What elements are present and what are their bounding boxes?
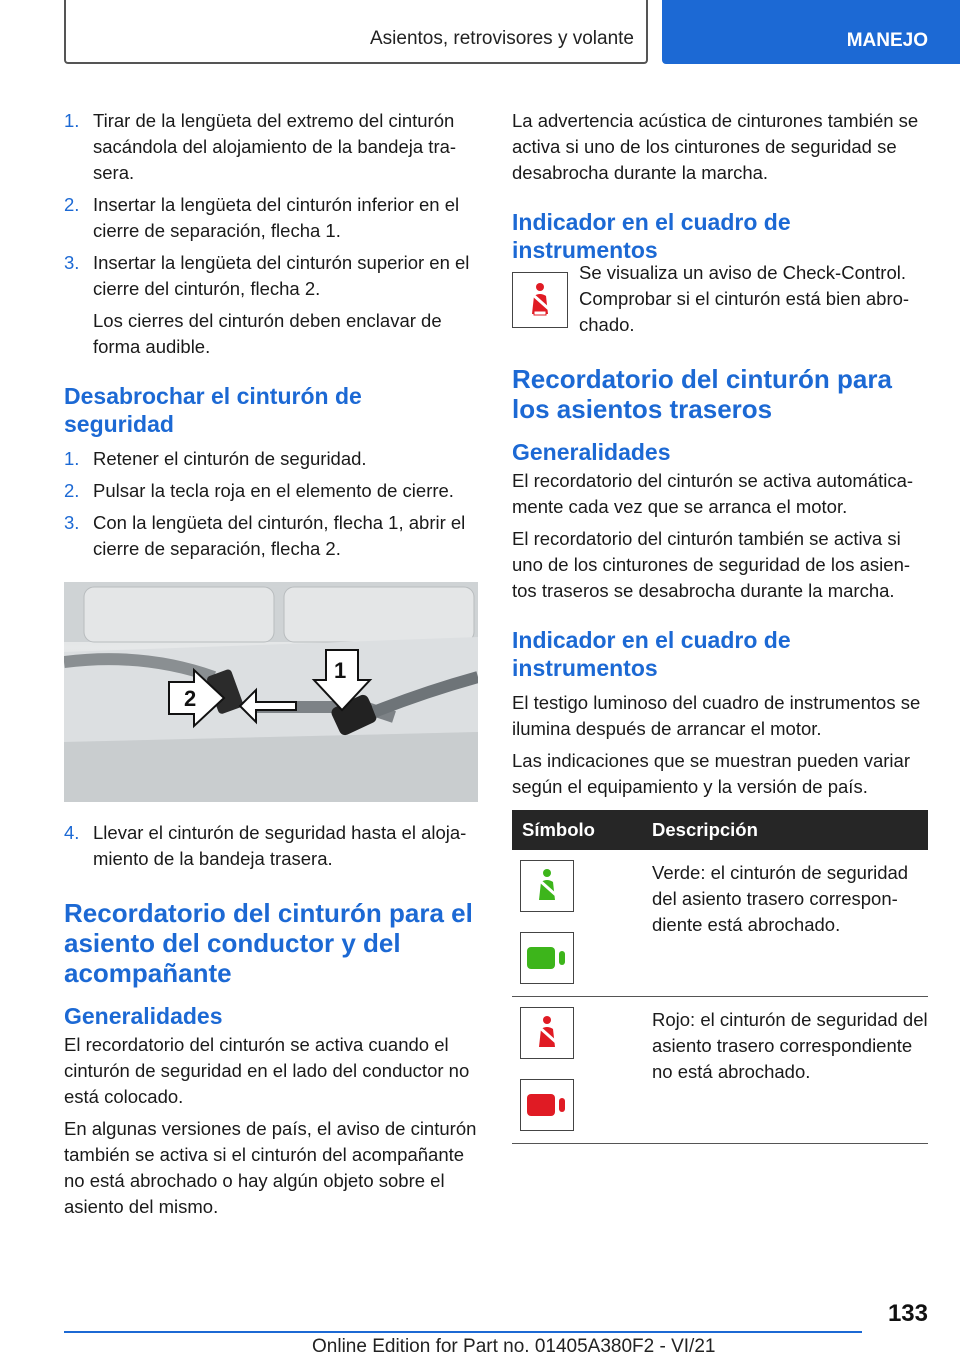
heading-general: Generalidades — [64, 1003, 223, 1029]
list-item — [64, 446, 478, 472]
list-item — [64, 820, 478, 872]
symbol-cell — [512, 850, 642, 997]
paragraph: El recordatorio del cinturón también se activa si uno de los cinturones de seguridad de los asientos traseros se desabrocha durante la marcha. — [512, 528, 911, 601]
seatbelt-illustration — [64, 582, 478, 802]
step-text: Con la lengüeta del cinturón, flecha 1, abrir el cierre de separación, flecha 2. — [93, 512, 466, 559]
step-text: Pulsar la tecla roja en el elemento de cierre. — [93, 480, 454, 501]
heading-indicator: Indicador en el cuadro de instrumentos — [512, 209, 791, 263]
right-column — [512, 108, 928, 1144]
step-number: 2. — [64, 480, 80, 501]
fasten-steps-continued — [64, 820, 478, 872]
step-number: 1. — [64, 448, 80, 469]
list-item — [64, 510, 478, 562]
header-section-title: Asientos, retrovisores y volante — [369, 28, 634, 49]
step-text: Tirar de la lengüeta del extremo del cinturón sacándola del alojamiento de la bandeja trasera. — [93, 110, 457, 183]
step-text: Insertar la lengüeta del cinturón inferior en el cierre de separación, flecha 1. — [93, 194, 460, 241]
list-item — [64, 192, 478, 244]
table-header-symbol: Símbolo — [512, 810, 642, 850]
table-row — [512, 850, 928, 997]
paragraph: En algunas versiones de país, el aviso de cinturón también se activa si el cinturón del acompañante no está abrochado o hay algún objeto sobre el asiento del mismo. — [64, 1118, 477, 1217]
paragraph: Las indicaciones que se muestran pueden variar según el equipamiento y la versión de país. — [512, 750, 910, 797]
indicator-text: Se visualiza un aviso de Check-Control. Comprobar si el cinturón está bien abrochado. — [579, 262, 910, 335]
header-section — [64, 0, 648, 64]
paragraph: El recordatorio del cinturón se activa automáticamente cada vez que se arranca el motor. — [512, 470, 914, 517]
heading-unbuckle: Desabrochar el cinturón de seguridad — [64, 383, 362, 437]
arrow-label-1: 1 — [334, 658, 347, 683]
page-number: 133 — [887, 1300, 928, 1327]
seatbelt-warning-icon — [512, 272, 568, 328]
arrow-label-2: 2 — [184, 686, 197, 711]
left-column — [64, 108, 478, 1226]
step-number: 3. — [64, 252, 80, 273]
step-number: 4. — [64, 822, 80, 843]
unbuckle-steps — [64, 446, 478, 562]
header-chapter-title: MANEJO — [846, 30, 928, 51]
paragraph: El recordatorio del cinturón se activa cuando el cinturón de seguridad en el lado del conductor no está colocado. — [64, 1034, 470, 1107]
symbol-table — [512, 810, 928, 1144]
heading-reminder-rear: Recordatorio del cinturón para los asientos traseros — [512, 364, 892, 424]
step-number: 3. — [64, 512, 80, 533]
paragraph: El testigo luminoso del cuadro de instrumentos se ilumina después de arrancar el motor. — [512, 692, 921, 739]
step-text: Llevar el cinturón de seguridad hasta el alojamiento de la bandeja trasera. — [93, 822, 467, 869]
step-number: 2. — [64, 194, 80, 215]
description-cell: Verde: el cinturón de seguridad del asiento trasero correspondiente está abrochado. — [642, 850, 928, 997]
step-note: Los cierres del cinturón deben enclavar de forma audible. — [93, 310, 442, 357]
paragraph: La advertencia acústica de cinturones también se activa si uno de los cinturones de seguridad se desabrocha durante la marcha. — [512, 110, 919, 183]
seatbelt-figure — [64, 582, 478, 802]
seat-red-icon — [520, 1079, 574, 1131]
table-row — [512, 997, 928, 1144]
indicator-row — [512, 262, 928, 338]
fasten-steps — [64, 108, 478, 360]
seatbelt-red-icon — [520, 1007, 574, 1059]
step-text: Insertar la lengüeta del cinturón superior en el cierre del cinturón, flecha 2. — [93, 252, 470, 299]
footer-divider — [64, 1331, 862, 1333]
heading-reminder-driver: Recordatorio del cinturón para el asiento del conductor y del acompañante — [64, 898, 473, 988]
heading-indicator: Indicador en el cuadro de instrumentos — [512, 627, 791, 681]
list-item — [64, 478, 478, 504]
heading-general: Generalidades — [512, 439, 671, 465]
table-header-description: Descripción — [642, 810, 928, 850]
footer-edition: Online Edition for Part no. 01405A380F2 - VI/21 — [312, 1336, 716, 1357]
list-item — [64, 250, 478, 360]
description-cell: Rojo: el cinturón de seguridad del asiento trasero correspondiente no está abrochado. — [642, 997, 928, 1144]
seatbelt-green-icon — [520, 860, 574, 912]
seat-green-icon — [520, 932, 574, 984]
symbol-cell — [512, 997, 642, 1144]
step-text: Retener el cinturón de seguridad. — [93, 448, 367, 469]
step-number: 1. — [64, 110, 80, 131]
header-chapter — [662, 0, 960, 64]
list-item — [64, 108, 478, 186]
